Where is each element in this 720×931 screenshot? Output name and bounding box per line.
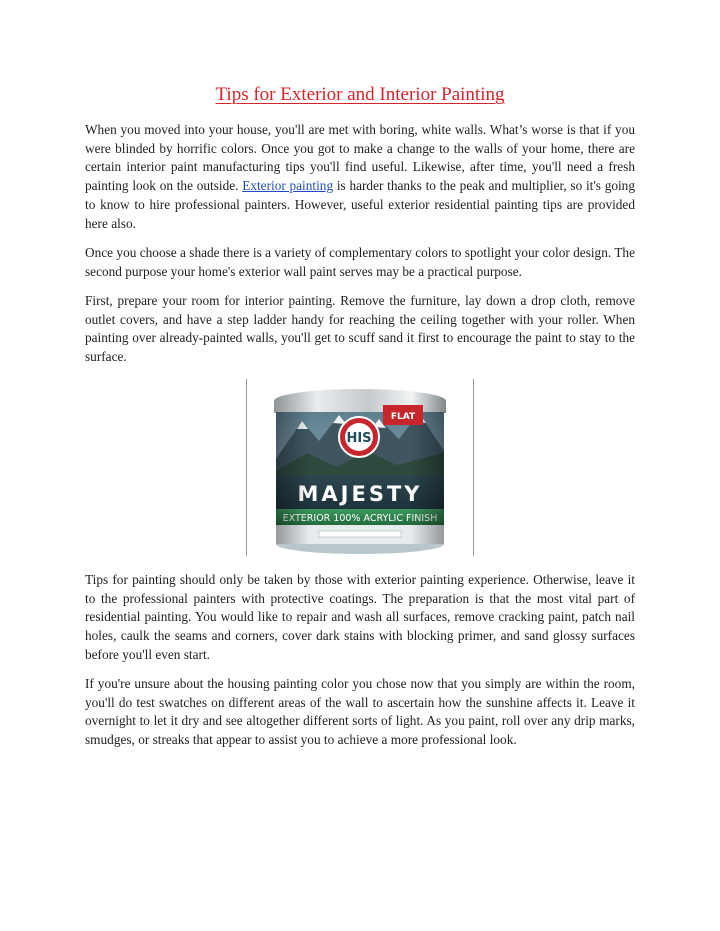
paragraph-1-text-start: When you moved into your house, you'll are met with boring, white walls. What’s worse is that if you were blinded by horrific colors. Once you got to make a change to the walls of your home, there are certain interior paint manufacturing tips you'll find useful. Likewise, after time, you'll need a fresh painting look on the outside. xyxy=(85,122,635,194)
finish-label: FLAT xyxy=(390,412,416,422)
paint-can-image xyxy=(246,379,474,556)
paint-can-illustration xyxy=(247,379,473,556)
exterior-painting-link[interactable]: Exterior painting xyxy=(242,178,334,194)
paragraph-1 xyxy=(85,121,635,233)
paragraph-4: Tips for painting should only be taken by those with exterior painting experience. Otherwise, leave it to the professional painters with protective coatings. The preparation is that the most vital part of residential painting. You would like to repair and wash all surfaces, remove cracking paint, patch nail holes, caulk the seams and corners, cover dark stains with blocking primer, and sand glossy surfaces before you'll even start. xyxy=(85,572,635,662)
paragraph-2: Once you choose a shade there is a variety of complementary colors to spotlight your color design. The second purpose your home's exterior wall paint serves may be a practical purpose. xyxy=(85,245,635,279)
brand-logo-text: HIS xyxy=(346,431,372,446)
paragraph-1-text-end: is harder thanks to the peak and multiplier, so it's going to know to hire professional painters. However, useful exterior residential painting tips are provided here also. xyxy=(85,178,635,231)
page-title: Tips for Exterior and Interior Painting xyxy=(215,84,505,105)
paragraph-3: First, prepare your room for interior painting. Remove the furniture, lay down a drop cloth, remove outlet covers, and have a step ladder handy for reaching the ceiling together with your roller. When painting over already-painted walls, you'll get to scuff sand it first to encourage the paint to stay to the surface. xyxy=(85,293,635,365)
paragraph-5: If you're unsure about the housing painting color you chose now that you simply are within the room, you'll do test swatches on different areas of the wall to ascertain how the sunshine affects it. Leave it overnight to let it dry and see altogether different sorts of light. As you paint, roll over any drip marks, smudges, or streaks that appear to assist you to achieve a more professional look. xyxy=(85,676,635,748)
his-logo xyxy=(339,417,379,457)
